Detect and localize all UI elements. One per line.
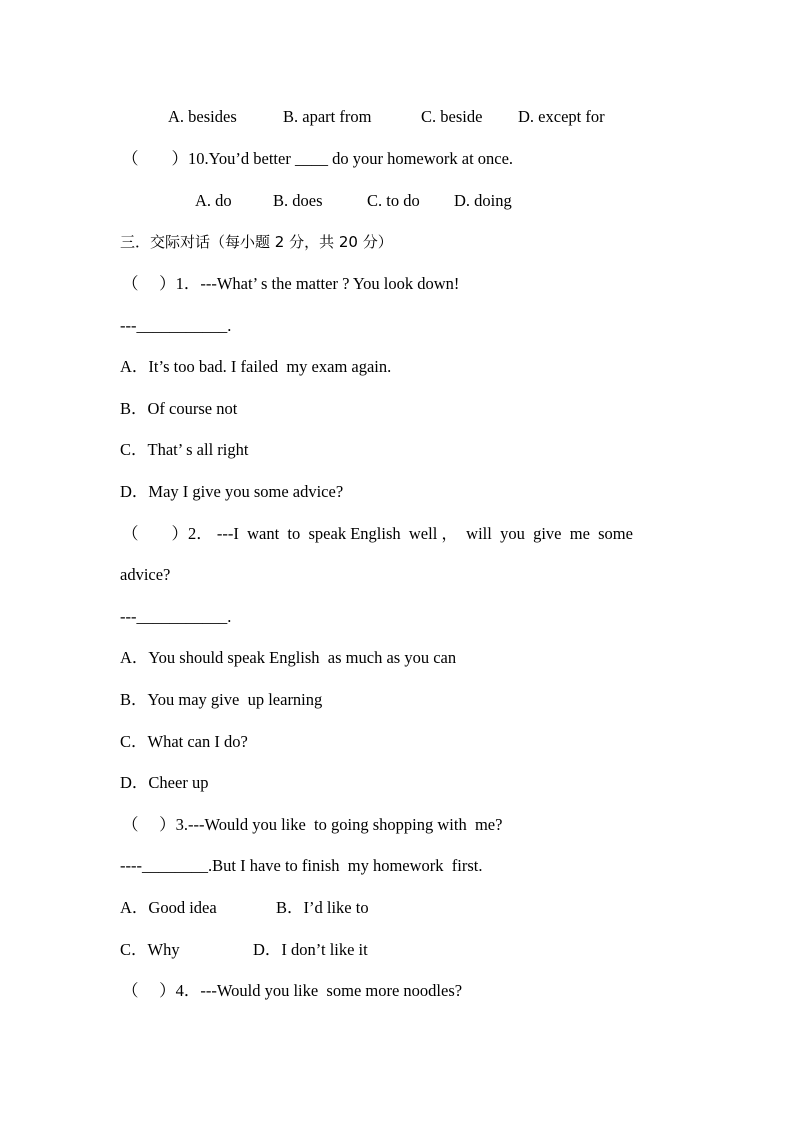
- q10-option-d: D. doing: [454, 191, 512, 210]
- dialogue-1-option-c: C．That’ s all right: [120, 440, 249, 459]
- dialogue-2-option-b: B．You may give up learning: [120, 690, 323, 709]
- dialogue-2-stem: （ ）2． ---I want to speak English well ， will you give me some: [122, 524, 633, 543]
- dialogue-1-option-b: B．Of course not: [120, 399, 238, 418]
- dialogue-1-stem: （ ）1．---What’ s the matter ? You look down!: [122, 274, 460, 293]
- section-3-title: 三．交际对话（每小题 2 分，共 20 分）: [120, 233, 393, 251]
- dialogue-3-option-b: B．I’d like to: [276, 898, 369, 917]
- q10-option-b: B. does: [273, 191, 323, 210]
- dialogue-2-stem-continued: advice?: [120, 565, 171, 584]
- q9-option-a: A. besides: [168, 107, 237, 126]
- dialogue-2-option-a: A．You should speak English as much as you can: [120, 648, 457, 667]
- dialogue-3-stem: （ ）3.---Would you like to going shopping with me?: [122, 815, 503, 834]
- dialogue-1-option-d: D．May I give you some advice?: [120, 482, 344, 501]
- dialogue-3-option-a: A．Good idea: [120, 898, 217, 917]
- q10-option-c: C. to do: [367, 191, 420, 210]
- dialogue-3-option-c: C．Why: [120, 940, 180, 959]
- dialogue-2-option-c: C．What can I do?: [120, 732, 248, 751]
- dialogue-4-stem: （ ）4．---Would you like some more noodles?: [122, 981, 463, 1000]
- q9-option-c: C. beside: [421, 107, 483, 126]
- dialogue-3-option-d: D．I don’t like it: [253, 940, 368, 959]
- dialogue-1-option-a: A．It’s too bad. I failed my exam again.: [120, 357, 392, 376]
- q9-option-b: B. apart from: [283, 107, 372, 126]
- q10-option-a: A. do: [195, 191, 232, 210]
- q9-option-d: D. except for: [518, 107, 605, 126]
- q10-stem: （ ）10.You’d better ____ do your homework at once.: [122, 149, 514, 168]
- dialogue-2-option-d: D．Cheer up: [120, 773, 209, 792]
- dialogue-2-answer-line: ---___________.: [120, 607, 232, 626]
- dialogue-1-answer-line: ---___________.: [120, 316, 232, 335]
- dialogue-3-answer-line: ----________.But I have to finish my homework first.: [120, 856, 483, 875]
